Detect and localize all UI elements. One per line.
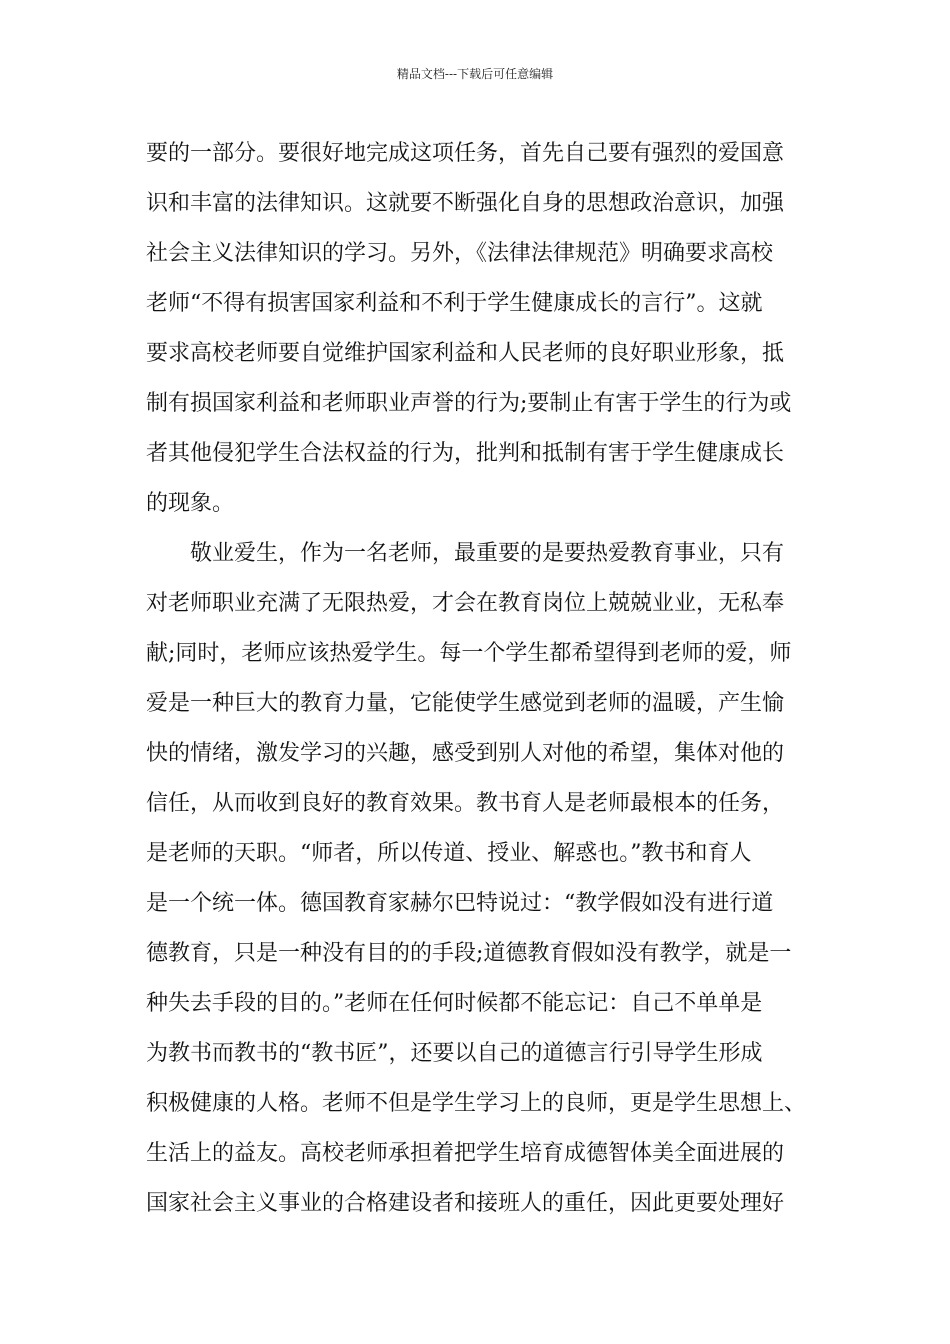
paragraph-1-line-7: 者其他侵犯学生合法权益的行为，批判和抵制有害于学生健康成长 bbox=[146, 441, 785, 466]
paragraph-2-line-6: 信任，从而收到良好的教育效果。教书育人是老师最根本的任务， bbox=[146, 791, 785, 816]
paragraph-2-line-11: 为教书而教书的“教书匠”，还要以自己的道德言行引导学生形成 bbox=[146, 1041, 763, 1066]
paragraph-2-line-14: 国家社会主义事业的合格建设者和接班人的重任，因此更要处理好 bbox=[146, 1191, 785, 1216]
paragraph-1-line-6: 制有损国家利益和老师职业声誉的行为;要制止有害于学生的行为或 bbox=[146, 391, 792, 416]
paragraph-1-line-1: 要的一部分。要很好地完成这项任务，首先自己要有强烈的爱国意 bbox=[146, 141, 785, 166]
paragraph-2-line-1: 敬业爱生，作为一名老师，最重要的是要热爱教育事业，只有 bbox=[190, 541, 785, 566]
paragraph-2-line-2: 对老师职业充满了无限热爱，才会在教育岗位上兢兢业业，无私奉 bbox=[146, 591, 785, 616]
paragraph-1-line-3: 社会主义法律知识的学习。另外，《法律法律规范》明确要求高校 bbox=[146, 241, 774, 266]
running-header: 精品文档---下载后可任意编辑 bbox=[396, 67, 554, 81]
paragraph-2-line-10: 种失去手段的目的。”老师在任何时候都不能忘记：自己不单单是 bbox=[146, 991, 763, 1016]
paragraph-1-line-2: 识和丰富的法律知识。这就要不断强化自身的思想政治意识，加强 bbox=[146, 191, 785, 216]
paragraph-1-line-4: 老师“不得有损害国家利益和不利于学生健康成长的言行”。这就 bbox=[146, 291, 763, 316]
paragraph-2-line-4: 爱是一种巨大的教育力量，它能使学生感觉到老师的温暖，产生愉 bbox=[146, 691, 785, 716]
body-text bbox=[146, 129, 810, 1229]
paragraph-2-line-3: 献;同时，老师应该热爱学生。每一个学生都希望得到老师的爱，师 bbox=[146, 641, 792, 666]
paragraph-2-line-13: 生活上的益友。高校老师承担着把学生培育成德智体美全面进展的 bbox=[146, 1141, 785, 1166]
paragraph-1-line-8: 的现象。 bbox=[146, 491, 235, 516]
paragraph-2-line-5: 快的情绪，激发学习的兴趣，感受到别人对他的希望，集体对他的 bbox=[146, 741, 785, 766]
paragraph-2-line-8: 是一个统一体。德国教育家赫尔巴特说过：“教学假如没有进行道 bbox=[146, 891, 774, 916]
paragraph-2-line-12: 积极健康的人格。老师不但是学生学习上的良师，更是学生思想上、 bbox=[146, 1091, 807, 1116]
paragraph-1-line-5: 要求高校老师要自觉维护国家利益和人民老师的良好职业形象，抵 bbox=[146, 341, 785, 366]
paragraph-2-line-7: 是老师的天职。“师者，所以传道、授业、解惑也。”教书和育人 bbox=[146, 841, 752, 866]
paragraph-2-line-9: 德教育，只是一种没有目的的手段;道德教育假如没有教学，就是一 bbox=[146, 941, 792, 966]
